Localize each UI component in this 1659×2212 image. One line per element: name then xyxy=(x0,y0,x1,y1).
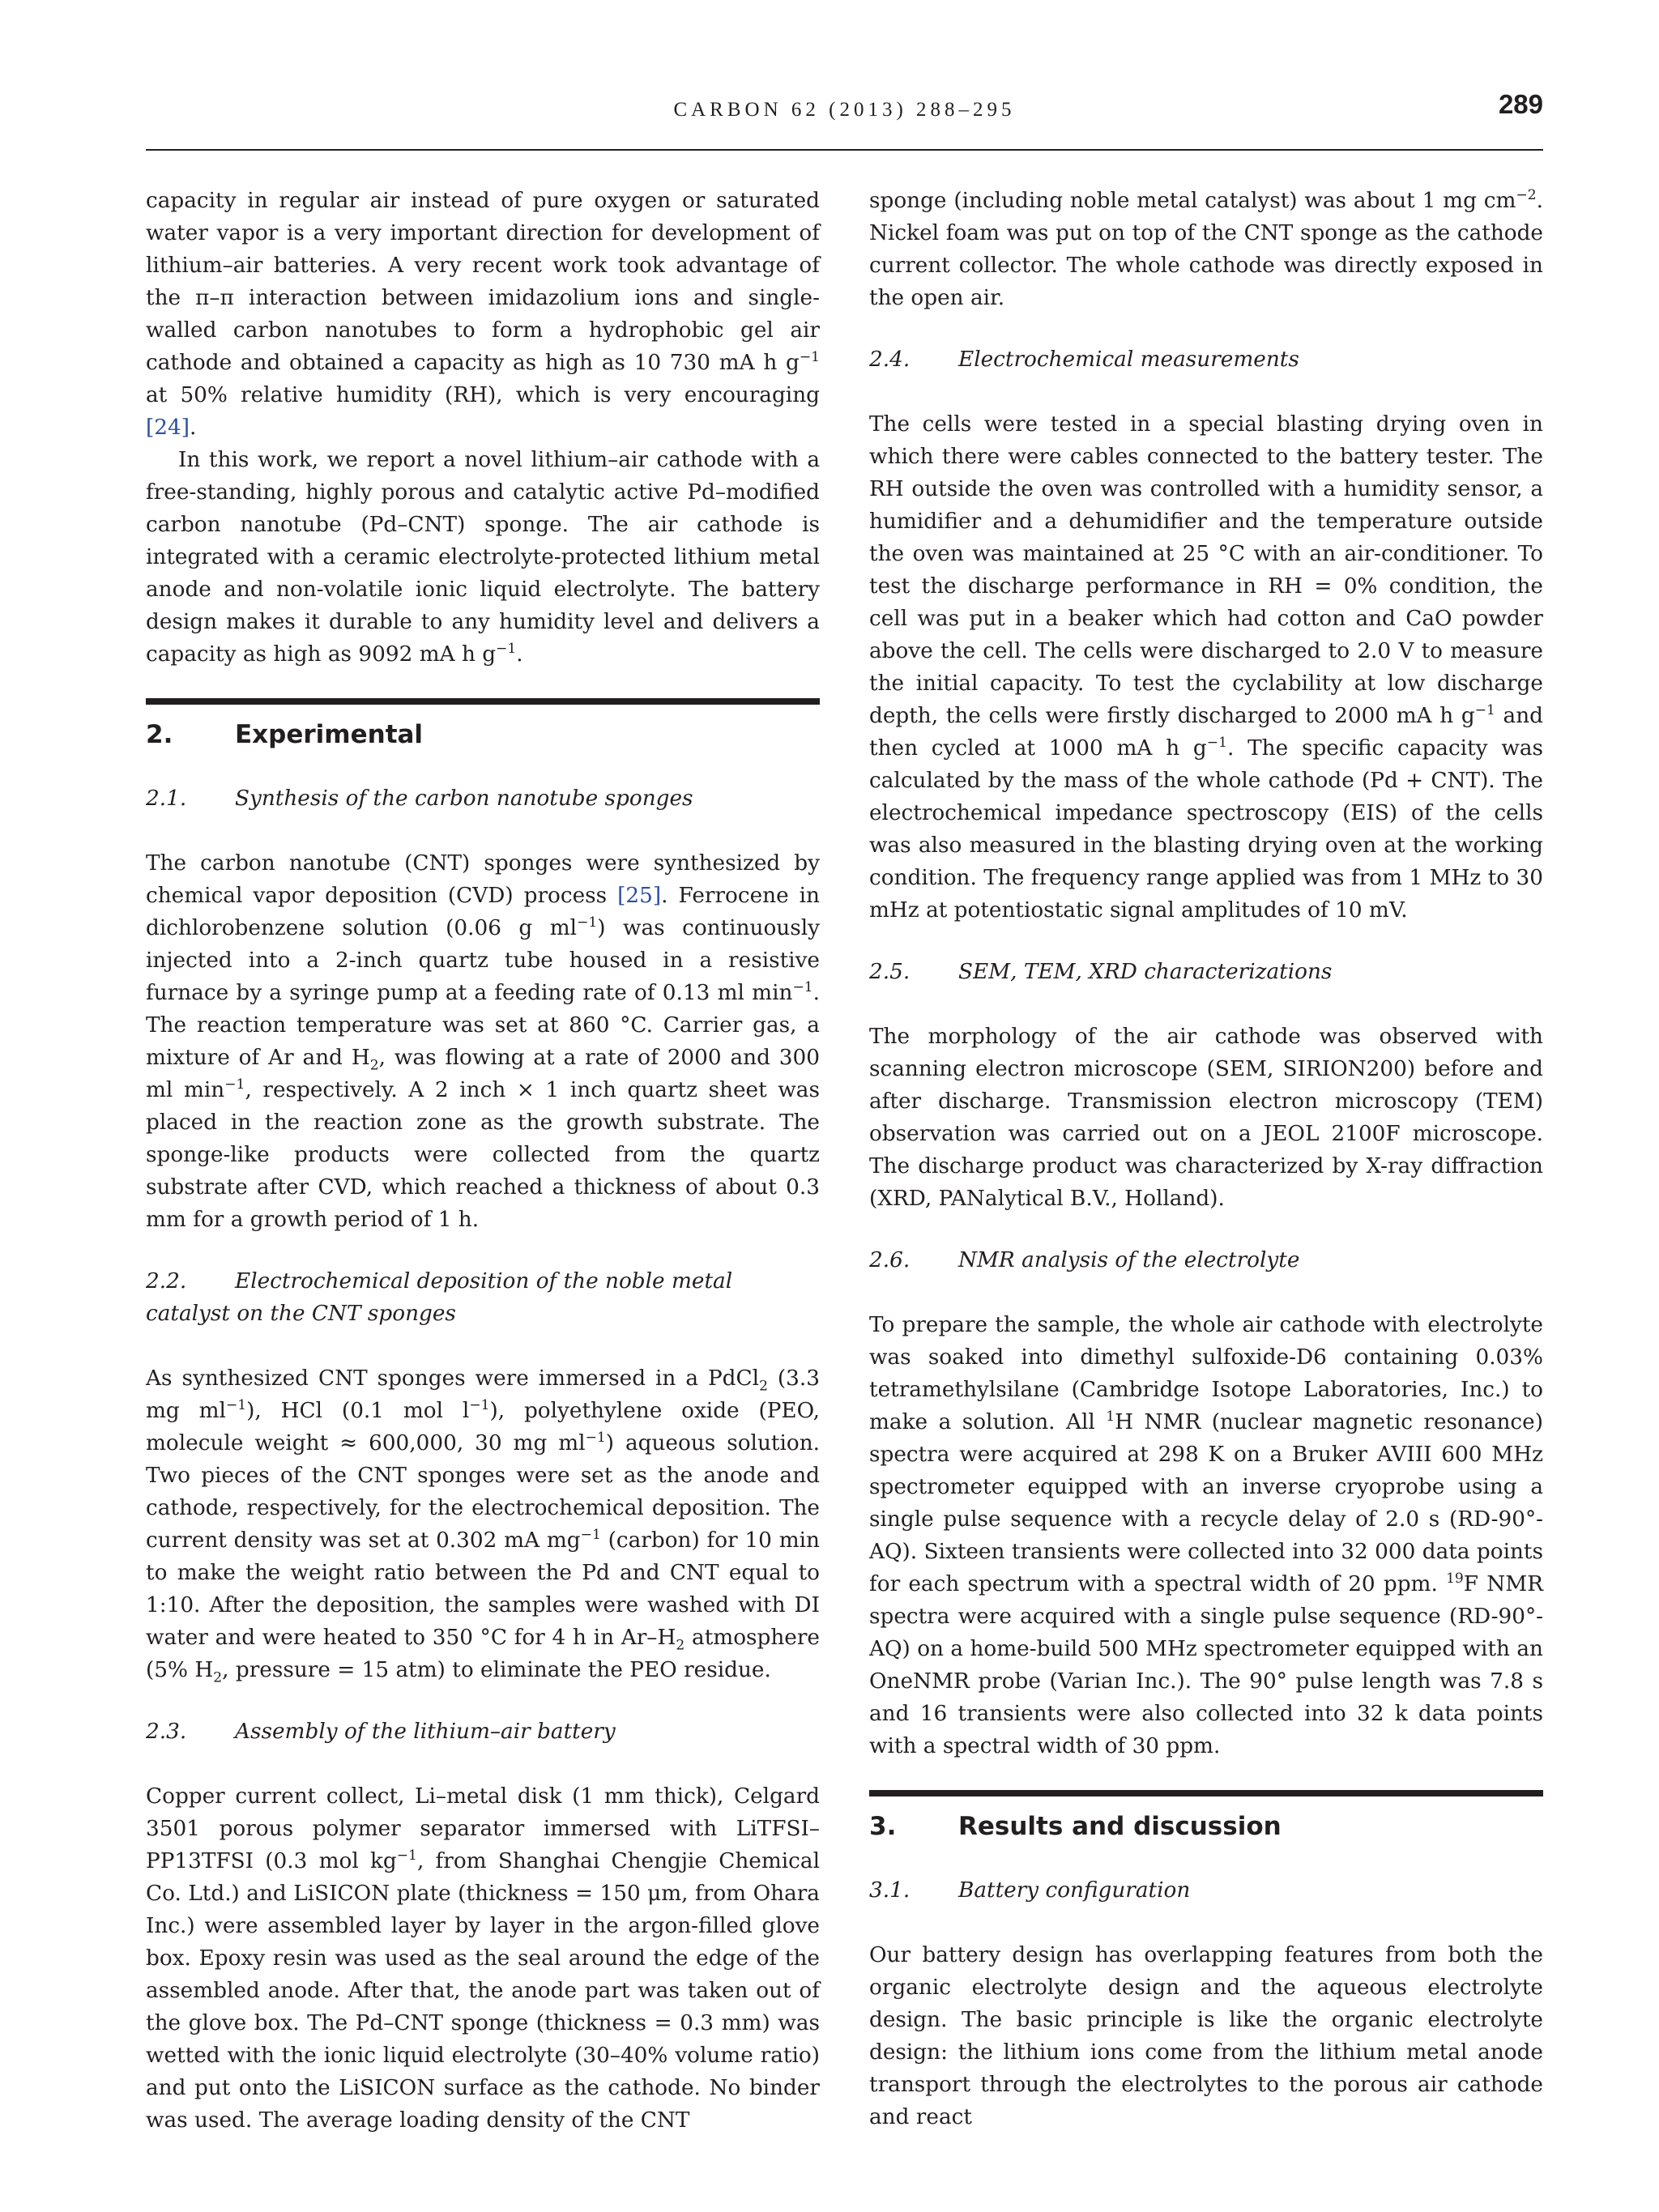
paragraph-2-4: The cells were tested in a special blasting drying oven in which there were cables connected to the battery tester. The RH outside the oven was controlled with a humidity sensor, a humidifier and a dehumidifier and the temperature outside the oven was maintained at 25 °C with an air-conditioner. To test the discharge performance in RH = 0% condition, the cell was put in a beaker which had cotton and CaO powder above the cell. The cells were discharged to 2.0 V to measure the initial capacity. To test the cyclability at low discharge depth, the cells were firstly discharged to 2000 mA h $g^{-1}$ and then cycled at 1000 mA h $g^{-1}$. The specific capacity was calculated by the mass of the whole cathode (Pd + CNT). The electrochemical impedance spectroscopy (EIS) of the cells was also measured in the blasting drying oven at the working condition. The frequency range applied was from 1 MHz to 30 mHz at potentiostatic signal amplitudes of 10 mV. xyxy=(869,412,1543,923)
citation-link[interactable]: [24] xyxy=(146,416,190,440)
subsection-heading-2-2: 2.2. Electrochemical deposition of the noble metal catalyst on the CNT sponges xyxy=(146,1269,733,1326)
paragraph-2-3: Copper current collect, Li–metal disk (1 mm thick), Celgard 3501 porous polymer separator immersed with LiTFSI–PP13TFSI (0.3 mol $kg^{-1}$, from Shanghai Chengjie Chemical Co. Ltd.) and LiSICON plate (thickness = 150 μm, from Ohara Inc.) were assembled layer by layer in the argon-filled glove box. Epoxy resin was used as the seal around the edge of the assembled anode. After that, the anode part was taken out of the glove box. The Pd–CNT sponge (thickness = 0.3 mm) was wetted with the ionic liquid electrolyte (30–40% volume ratio) and put onto the LiSICON surface as the cathode. No binder was used. The average loading density of the CNT xyxy=(146,1784,820,2133)
subsection-heading-2-3: 2.3. Assembly of the lithium–air battery xyxy=(146,1720,616,1744)
right-column xyxy=(869,185,1543,2133)
paragraph-2-6: To prepare the sample, the whole air cathode with electrolyte was soaked into dimethyl sulfoxide-D6 containing 0.03% tetramethylsilane (Cambridge Isotope Laboratories, Inc.) to make a solution. All $^1$H NMR (nuclear magnetic resonance) spectra were acquired at 298 K on a Bruker AVIII 600 MHz spectrometer equipped with an inverse cryoprobe using a single pulse sequence with a recycle delay of 2.0 s (RD-90°-AQ). Sixteen transients were collected into 32 000 data points for each spectrum with a spectral width of 20 ppm. $^{19}$F NMR spectra were acquired with a single pulse sequence (RD-90°-AQ) on a home-build 500 MHz spectrometer equipped with an OneNMR probe (Varian Inc.). The 90° pulse length was 7.8 s and 16 transients were also collected into 32 k data points with a spectral width of 30 ppm. xyxy=(869,1313,1543,1758)
paragraph-2-5: The morphology of the air cathode was observed with scanning electron microscope (SEM, SIRION200) before and after discharge. Transmission electron microscopy (TEM) observation was carried out on a JEOL 2100F microscope. The discharge product was characterized by X-ray diffraction (XRD, PANalytical B.V., Holland). xyxy=(869,1025,1543,1211)
journal-reference: CARBON 62 (2013) 288–295 xyxy=(673,99,1016,121)
subsection-heading-3-1: 3.1. Battery configuration xyxy=(869,1878,1191,1903)
paragraph-2-2: As synthesized CNT sponges were immersed in a PdCl$_2$ (3.3 mg $ml^{-1}$), HCl (0.1 mol $l^{-1}$), polyethylene oxide (PEO, molecule weight ≈ 600,000, 30 mg $ml^{-1}$) aqueous solution. Two pieces of the CNT sponges were set as the anode and cathode, respectively, for the electrochemical deposition. The current density was set at 0.302 mA $mg^{-1}$ (carbon) for 10 min to make the weight ratio between the Pd and CNT equal to 1:10. After the deposition, the samples were washed with DI water and were heated to 350 °C for 4 h in $Ar-H_2$ atmosphere (5% $H_2$, pressure = 15 atm) to eliminate the PEO residue. xyxy=(146,1366,820,1686)
subsection-heading-2-5: 2.5. SEM, TEM, XRD characterizations xyxy=(869,960,1333,984)
header-rule xyxy=(146,149,1543,151)
subsection-heading-2-4: 2.4. Electrochemical measurements xyxy=(869,347,1299,372)
paragraph-2-1: The carbon nanotube (CNT) sponges were synthesized by chemical vapor deposition (CVD) process [25]. Ferrocene in dichlorobenzene solution (0.06 g $ml^{-1}$) was continuously injected into a 2-inch quartz tube housed in a resistive furnace by a syringe pump at a feeding rate of 0.13 ml $\min^{-1}$. The reaction temperature was set at 860 °C. Carrier gas, a mixture of Ar and $H_2$, was flowing at a rate of 2000 and 300 ml $\min^{-1}$, respectively. A 2 inch × 1 inch quartz sheet was placed in the reaction zone as the growth substrate. The sponge-like products were collected from the quartz substrate after CVD, which reached a thickness of about 0.3 mm for a growth period of 1 h. xyxy=(146,851,821,1232)
page-number: 289 xyxy=(1498,89,1543,119)
section-heading-results: 3. Results and discussion xyxy=(869,1790,1543,1845)
running-head xyxy=(146,89,1543,130)
paragraph-3-1: Our battery design has overlapping features from both the organic electrolyte design and the aqueous electrolyte design. The basic principle is like the organic electrolyte design: the lithium ions come from the lithium metal anode transport through the electrolytes to the porous air cathode and react xyxy=(869,1943,1543,2129)
subsection-heading-2-6: 2.6. NMR analysis of the electrolyte xyxy=(869,1248,1300,1272)
subsection-heading-2-1: 2.1. Synthesis of the carbon nanotube sponges xyxy=(146,786,693,811)
intro-paragraph-1: capacity in regular air instead of pure oxygen or saturated water vapor is a very important direction for development of lithium–air batteries. A very recent work took advantage of the π–π interaction between imidazolium ions and single-walled carbon nanotubes to form a hydrophobic gel air cathode and obtained a capacity as high as 10 730 mA h $g^{-1}$ at 50% relative humidity (RH), which is very encouraging [24]. xyxy=(146,189,820,440)
paragraph-2-3-continued: sponge (including noble metal catalyst) was about 1 mg $cm^{-2}$. Nickel foam was put on top of the CNT sponge as the cathode current collector. The whole cathode was directly exposed in the open air. xyxy=(869,187,1543,310)
intro-paragraph-2: In this work, we report a novel lithium–air cathode with a free-standing, highly porous and catalytic active Pd–modified carbon nanotube (Pd–CNT) sponge. The air cathode is integrated with a ceramic electrolyte-protected lithium metal anode and non-volatile ionic liquid electrolyte. The battery design makes it durable to any humidity level and delivers a capacity as high as 9092 mA h $g^{-1}$. xyxy=(146,448,820,667)
left-column xyxy=(146,185,820,2137)
section-heading-experimental: 2. Experimental xyxy=(146,698,820,753)
citation-link[interactable]: [25] xyxy=(617,884,662,908)
